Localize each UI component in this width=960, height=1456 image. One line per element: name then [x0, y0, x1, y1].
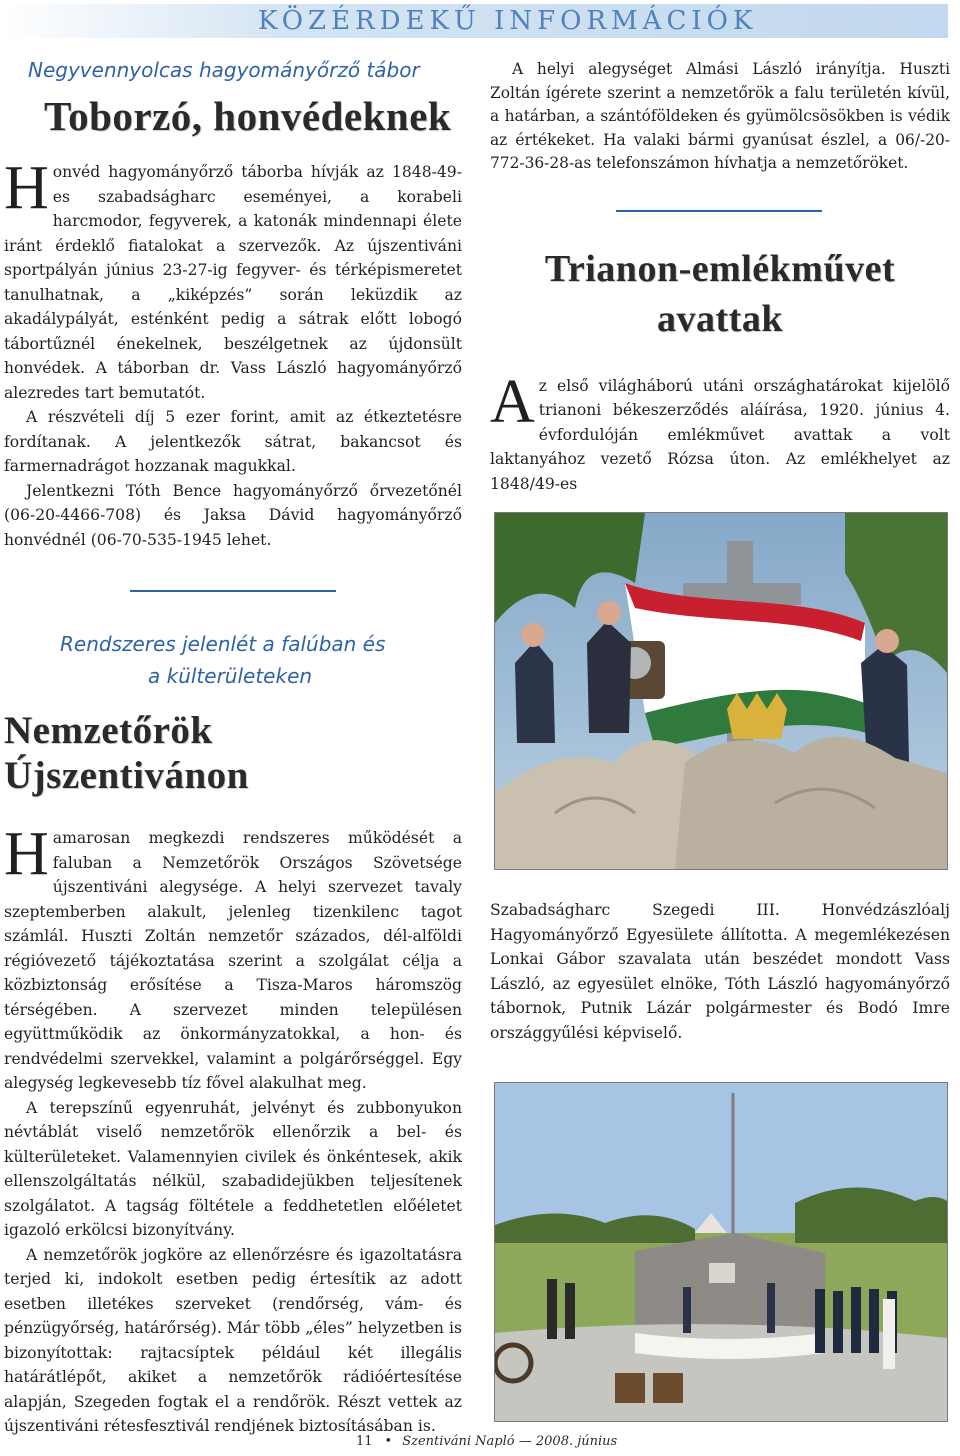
article3-paragraph-1-text: z első világháború utáni országhatárokat kijelölő trianoni békeszerződés aláírása, 1920. június 4. évfordulóján emlékművet avattak a volt laktanyához vezető Rózsa úton. Az emlékhelyet az 1848/49-es	[490, 376, 950, 493]
section-title: KÖZÉRDEKŰ INFORMÁCIÓK	[258, 6, 758, 36]
page-number: 11	[356, 1434, 373, 1449]
article1-paragraph-1	[4, 154, 462, 405]
article1-kicker: Negyvennyolcas hagyományőrző tábor	[28, 58, 420, 82]
article3-headline-line-2: avattak	[657, 297, 783, 340]
article3-dropcap: A	[490, 367, 535, 436]
article3-continuation	[490, 898, 950, 1045]
article2-paragraph-2: A terepszínű egyenruhát, jelvényt és zubbonyukon névtáblát viselő nemzetőrök ellenőrzik a bel- és külterületeket. Valamennyien civilek és önkéntesek, akik ellenszolgáltatás nélkül, szabadidejükben teljesítenek szolgálatot. A tagság föltétele a feddhetetlen előéletet igazoló erkölcsi bizonyítvány.	[4, 1098, 462, 1239]
article2-paragraph-3: A nemzetőrök jogköre az ellenőrzésre és igazoltatásra terjed ki, indokolt esetben pedig értesítik az adott esetben illetékes szerveket (rendőrség, vám- és pénzügyőrség, határőrség). Már több „éles” helyzetben is bizonyítottak: rajtacsíptek például két illegális határátlépőt, akiket a nemzetőrök rádióértesítése alapján, Szegeden fogtak el a rendőrök. Részt vettek az újszentiváni rétesfesztivál rendjének biztosításában is.	[4, 1245, 462, 1435]
article3-paragraph-2: Szabadságharc Szegedi III. Honvédzászlóalj Hagyományőrző Egyesülete állította. A megemlékezésen Lonkai Gábor szavalata után beszédet mondott Vass László, az egyesület elnöke, Tóth László hagyományőrző tábornok, Putnik Lázár polgármester és Bodó Imre országgyűlési képviselő.	[490, 901, 950, 1042]
article3-headline	[490, 244, 950, 344]
publication-name: Szentiváni Napló — 2008. június	[402, 1434, 618, 1449]
left-column	[4, 58, 462, 1439]
article2-kicker-line-2: a külterületeken	[148, 664, 313, 688]
photo-memorial-ceremony	[494, 1082, 948, 1422]
article3-headline-line-1: Trianon-emlékművet	[544, 247, 896, 290]
page-footer	[356, 1434, 616, 1449]
article1-paragraph-3: Jelentkezni Tóth Bence hagyományőrző őrvezetőnél (06-20-4466-708) és Jaksa Dávid hagyományőrző honvédnél (06-70-535-1945 lehet.	[4, 481, 462, 549]
article1-paragraph-1-text: onvéd hagyományőrző táborba hívják az 1848-49-es szabadságharc eseményei, a korabeli harcmodor, fegyverek, a katonák mindennapi élete iránt érdeklő fiatalokat a szervezők. Az újszentiváni sportpályán június 23-27-ig fegyver- és térképismeretet tanulhatnak, a „kiképzés” során leküzdik az akadálypályát, esténként pedig a sátrak előtt lobogó tábortűznél énekelnek, beszélgetnek az újdonsült honvédek. A táborban dr. Vass László hagyományőrző alezredes tart bemutatót.	[4, 163, 462, 402]
article2-headline: Nemzetőrök Újszentivánon	[4, 709, 249, 797]
article2-kicker	[60, 628, 462, 692]
memorial-ceremony-illustration	[495, 1083, 947, 1421]
article2-paragraph-1-text: amarosan megkezdi rendszeres működését a faluban a Nemzetőrök Országos Szövetsége újszentiváni alegysége. A helyi szervezet tavaly szeptemberben alakult, jelenleg tizenkilenc tagot számlál. Huszti Zoltán nemzetőr százados, dél-alföldi régióvezető tájékoztatása szerint a szolgálat célja a közbiztonság erősítése a Tisza-Maros háromszög térségében. A szervezet minden településen együttműködik az önkormányzatokkal, a hon- és rendvédelmi szervekkel, valamint a polgárőrséggel. Egy alegység legkevesebb tíz fővel alakulhat meg.	[4, 829, 462, 1092]
right-column	[490, 58, 950, 496]
separator-rule-right	[616, 210, 822, 212]
article2-paragraph-1	[4, 820, 462, 1096]
article1-paragraph-2: A részvételi díj 5 ezer forint, amit az étkeztetésre fordítanak. A jelentkezők sátrat, bakancsot és farmernadrágot hozzanak magukkal.	[4, 408, 462, 475]
article2-kicker-line-1: Rendszeres jelenlét a falúban és	[60, 632, 386, 656]
article3-paragraph-1	[490, 367, 950, 497]
article1-headline: Toborzó, honvédeknek	[44, 93, 452, 139]
article2-dropcap: H	[4, 820, 49, 888]
separator-rule-left	[130, 590, 336, 592]
memorial-flag-illustration	[495, 513, 947, 869]
article2-paragraph-4: A helyi alegységet Almási László irányítja. Huszti Zoltán ígérete szerint a nemzetőrök a falu területén kívül, a határban, a szántóföldeken és gyümölcsösökben is védik az értékeket. Ha valaki bármi gyanúsat észlel, a 06/-20-772-36-28-as telefonszámon hívhatja a nemzetőröket.	[490, 60, 950, 172]
article1-dropcap: H	[4, 154, 49, 222]
photo-memorial-flag	[494, 512, 948, 870]
footer-separator-dot: •	[384, 1434, 393, 1449]
